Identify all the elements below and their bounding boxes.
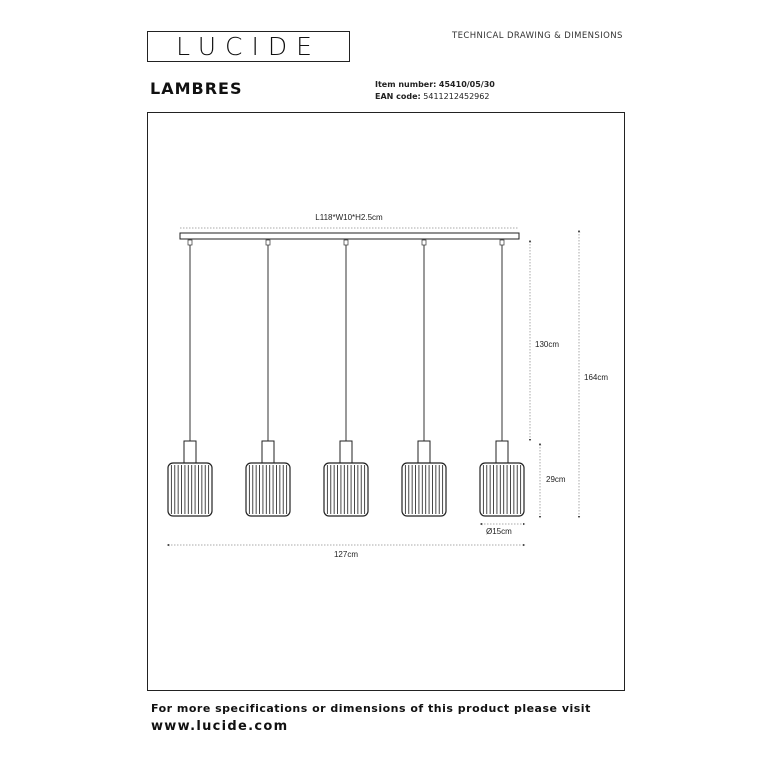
cable-connector — [188, 240, 192, 245]
lamp-holder — [496, 441, 508, 463]
ceiling-canopy — [180, 233, 519, 239]
ean-code-value: 5411212452962 — [423, 92, 490, 101]
lamp-holder — [262, 441, 274, 463]
ean-code-label: EAN code: — [375, 92, 421, 101]
shade-diameter-dimension-label: Ø15cm — [486, 527, 512, 536]
item-number-label: Item number: — [375, 80, 437, 89]
cable-connector — [422, 240, 426, 245]
pendant-lamp — [402, 239, 446, 516]
shade-height-dimension-label: 29cm — [546, 475, 566, 484]
pendant-lamp — [324, 239, 368, 516]
logo-text: LUCIDE — [176, 32, 321, 61]
lamp-holder — [418, 441, 430, 463]
product-name: LAMBRES — [150, 79, 243, 98]
footer-info: For more specifications or dimensions of this product please visit — [151, 702, 591, 715]
cable-connector — [344, 240, 348, 245]
item-number-value: 45410/05/30 — [438, 80, 495, 89]
cable-connector — [266, 240, 270, 245]
total-length-dimension-label: 127cm — [333, 550, 359, 559]
pendant-lamp — [480, 239, 524, 516]
pendant-lamps — [168, 239, 524, 516]
total-height-dimension-label: 164cm — [584, 373, 609, 382]
cable-dimension-label: 130cm — [535, 340, 560, 349]
pendant-lamp — [168, 239, 212, 516]
canopy-dimension-label: L118*W10*H2.5cm — [315, 213, 383, 222]
website-link[interactable]: www.lucide.com — [151, 719, 289, 734]
pendant-lamp — [246, 239, 290, 516]
lamp-holder — [340, 441, 352, 463]
document-tagline: TECHNICAL DRAWING & DIMENSIONS — [452, 31, 623, 41]
cable-connector — [500, 240, 504, 245]
lamp-holder — [184, 441, 196, 463]
